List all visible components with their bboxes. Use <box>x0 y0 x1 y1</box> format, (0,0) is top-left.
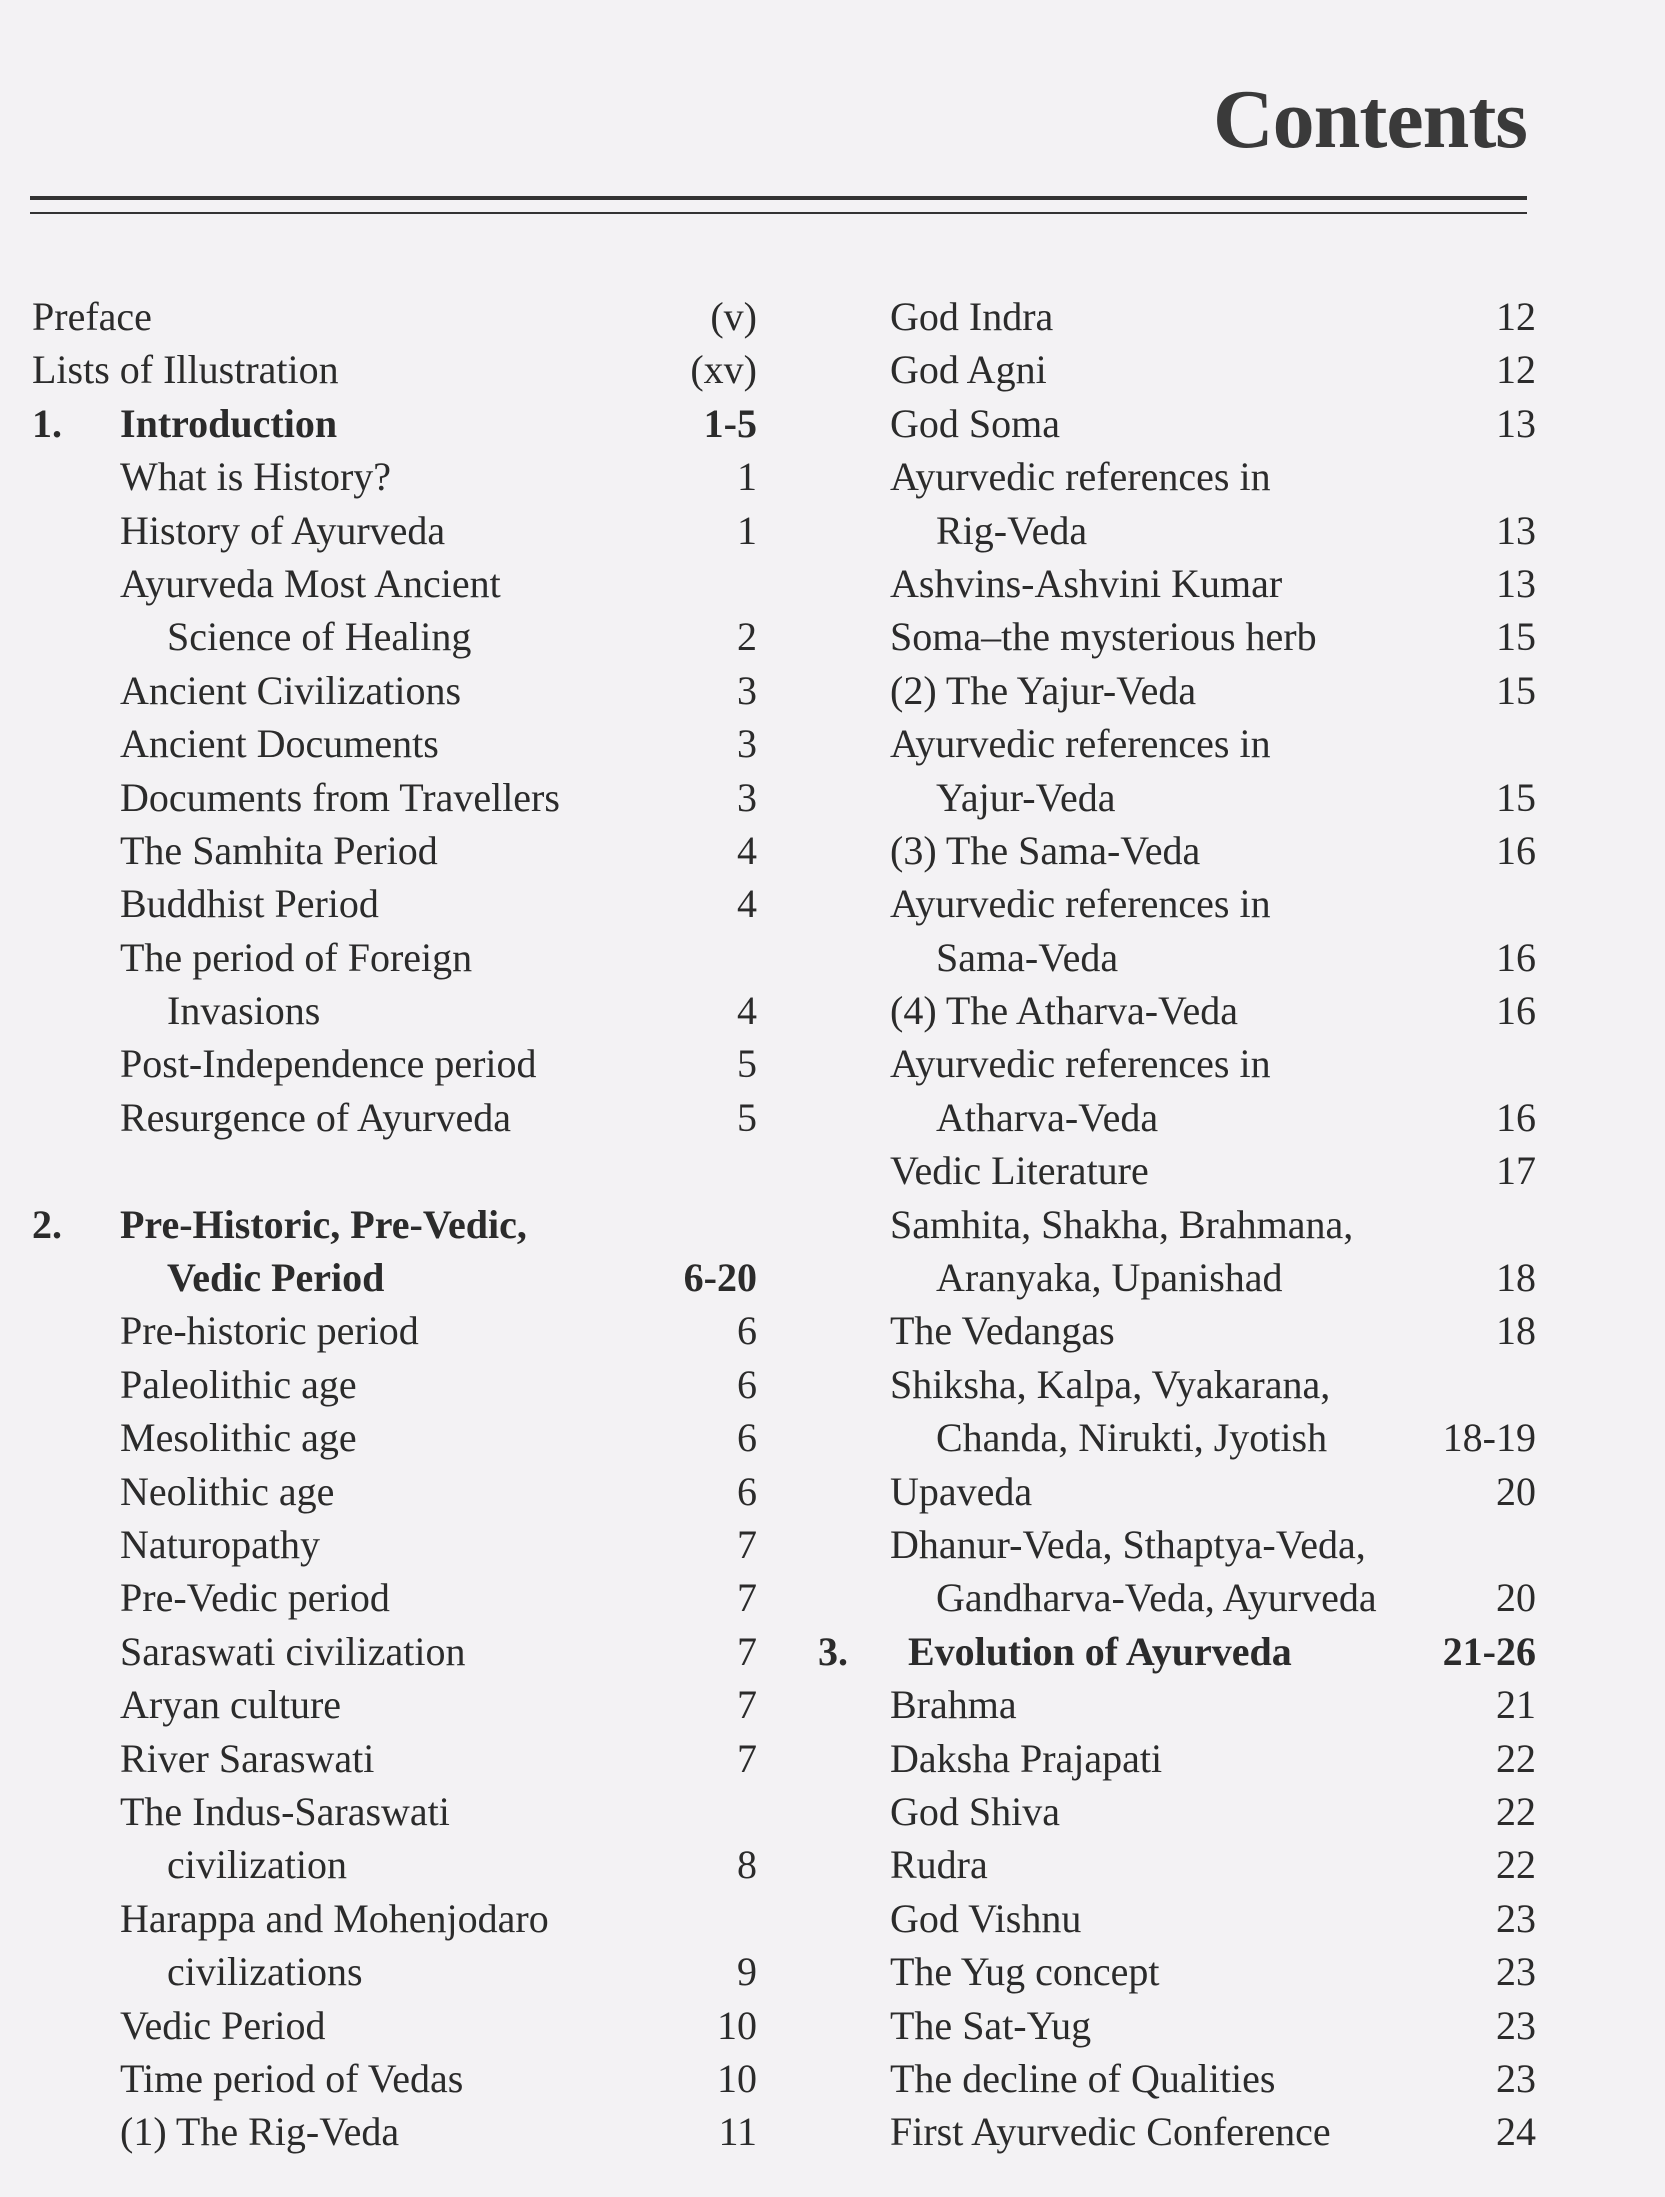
page-number: 23 <box>1496 2055 1536 2101</box>
toc-entry[interactable] <box>818 1358 1536 1411</box>
entry-title: The Sat-Yug <box>890 2002 1092 2048</box>
page-number: 16 <box>1496 988 1536 1034</box>
chapter-number: 2. <box>32 1201 62 1247</box>
entry-title: The decline of Qualities <box>890 2055 1276 2101</box>
toc-entry[interactable] <box>32 771 757 824</box>
page-number: 18 <box>1496 1308 1536 1354</box>
entry-title: (4) The Atharva-Veda <box>890 988 1239 1034</box>
entry-title: God Indra <box>890 294 1054 339</box>
toc-spacer <box>32 1144 757 1197</box>
toc-entry[interactable] <box>818 610 1536 663</box>
page-number: 3 <box>737 721 757 767</box>
entry-title: God Shiva <box>890 1788 1060 1834</box>
entry-title: Shiksha, Kalpa, Vyakarana, <box>890 1361 1331 1407</box>
toc-entry[interactable] <box>32 1838 757 1891</box>
toc-entry[interactable] <box>32 931 757 984</box>
entry-title: Ayurvedic references in <box>890 721 1271 767</box>
entry-title: Atharva-Veda <box>936 1094 1159 1140</box>
toc-entry[interactable] <box>818 1892 1536 1945</box>
entry-title: History of Ayurveda <box>120 507 446 553</box>
page-title: Contents <box>1212 73 1527 166</box>
page-number: 3 <box>737 667 757 713</box>
toc-entry[interactable] <box>32 504 757 557</box>
entry-title: God Soma <box>890 400 1060 446</box>
entry-title: Neolithic age <box>120 1468 335 1514</box>
entry-title: Brahma <box>890 1682 1017 1728</box>
page-number: 7 <box>737 1735 757 1781</box>
toc-entry[interactable] <box>818 1945 1536 1998</box>
page-number: 1 <box>737 507 757 553</box>
toc-entry[interactable] <box>818 1465 1536 1518</box>
page-number: 13 <box>1496 560 1536 606</box>
entry-title: Pre-historic period <box>120 1308 419 1354</box>
entry-title: God Vishnu <box>890 1895 1082 1941</box>
entry-title: Resurgence of Ayurveda <box>120 1094 512 1140</box>
entry-title: Post-Independence period <box>120 1041 537 1087</box>
page-number: 5 <box>737 1094 757 1140</box>
toc-entry[interactable] <box>32 877 757 930</box>
toc-entry[interactable] <box>818 717 1536 770</box>
entry-title: Rig-Veda <box>936 507 1088 553</box>
toc-entry[interactable] <box>818 290 1536 343</box>
entry-title: Upaveda <box>890 1468 1033 1514</box>
page-number: 6 <box>737 1361 757 1407</box>
page-number: 18 <box>1496 1255 1536 1301</box>
toc-left-column <box>32 290 757 2159</box>
toc-entry[interactable] <box>32 1892 757 1945</box>
chapter-number: 1. <box>32 400 62 446</box>
toc-entry[interactable] <box>818 1198 1536 1251</box>
entry-title: Paleolithic age <box>120 1361 357 1407</box>
page-number: 7 <box>737 1628 757 1674</box>
entry-title: Sama-Veda <box>936 934 1119 980</box>
entry-title: First Ayurvedic Conference <box>890 2109 1331 2155</box>
entry-title: The period of Foreign <box>120 934 473 980</box>
entry-title: Mesolithic age <box>120 1415 357 1461</box>
entry-title: Aryan culture <box>120 1682 342 1728</box>
entry-title: Vedic Period <box>167 1255 385 1301</box>
entry-title: Chanda, Nirukti, Jyotish <box>936 1415 1328 1461</box>
entry-title: (1) The Rig-Veda <box>120 2109 400 2155</box>
toc-entry[interactable] <box>818 1144 1536 1197</box>
entry-title: Documents from Travellers <box>120 774 560 820</box>
toc-chapter-entry[interactable] <box>32 397 757 450</box>
toc-entry[interactable] <box>818 1091 1536 1144</box>
entry-title: Buddhist Period <box>120 881 379 927</box>
entry-title: Ayurvedic references in <box>890 881 1271 927</box>
toc-entry[interactable] <box>818 1304 1536 1357</box>
entry-title: The Vedangas <box>890 1308 1115 1354</box>
entry-title: Harappa and Mohenjodaro <box>120 1895 549 1941</box>
entry-title: Soma–the mysterious herb <box>890 614 1317 660</box>
toc-entry[interactable] <box>32 557 757 610</box>
toc-entry[interactable] <box>818 664 1536 717</box>
toc-entry[interactable] <box>32 1732 757 1785</box>
page-number: 13 <box>1496 507 1536 553</box>
page-number: 7 <box>737 1682 757 1728</box>
entry-title: Invasions <box>167 988 321 1034</box>
toc-entry[interactable] <box>32 343 757 396</box>
toc-entry[interactable] <box>32 1999 757 2052</box>
page-number: 15 <box>1496 667 1536 713</box>
page-number: 18-19 <box>1442 1415 1536 1461</box>
entry-title: Pre-Historic, Pre-Vedic, <box>120 1201 527 1247</box>
entry-title: Gandharva-Veda, Ayurveda <box>936 1575 1377 1621</box>
toc-entry[interactable] <box>818 931 1536 984</box>
page-number: 1-5 <box>703 400 757 446</box>
entry-title: Rudra <box>890 1842 988 1888</box>
page-number: 7 <box>737 1521 757 1567</box>
toc-entry[interactable] <box>818 771 1536 824</box>
entry-title: Ayurvedic references in <box>890 1041 1271 1087</box>
page-number: 10 <box>717 2055 757 2101</box>
page-number: 16 <box>1496 1094 1536 1140</box>
page-number: 22 <box>1496 1788 1536 1834</box>
page-number: 23 <box>1496 1949 1536 1995</box>
toc-entry[interactable] <box>818 1037 1536 1090</box>
entry-title: The Samhita Period <box>120 827 438 873</box>
toc-entry[interactable] <box>818 824 1536 877</box>
header-rule-thick <box>30 196 1527 200</box>
toc-entry[interactable] <box>818 1251 1536 1304</box>
toc-entry[interactable] <box>818 397 1536 450</box>
entry-title: (3) The Sama-Veda <box>890 827 1201 873</box>
chapter-number: 3. <box>818 1628 848 1674</box>
page-number: 24 <box>1496 2109 1536 2155</box>
toc-entry[interactable] <box>32 1945 757 1998</box>
toc-entry[interactable] <box>818 343 1536 396</box>
toc-entry[interactable] <box>818 877 1536 930</box>
entry-title: Yajur-Veda <box>936 774 1116 820</box>
header-rule-thin <box>30 212 1527 214</box>
toc-entry[interactable] <box>818 1838 1536 1891</box>
toc-entry[interactable] <box>32 2105 757 2158</box>
entry-title: Evolution of Ayurveda <box>908 1628 1292 1674</box>
entry-title: Vedic Literature <box>890 1148 1149 1194</box>
page-number: 15 <box>1496 774 1536 820</box>
toc-entry[interactable] <box>818 1999 1536 2052</box>
page-number: 22 <box>1496 1842 1536 1888</box>
toc-entry[interactable] <box>32 1358 757 1411</box>
toc-entry[interactable] <box>32 450 757 503</box>
toc-entry[interactable] <box>818 2105 1536 2158</box>
toc-entry[interactable] <box>32 1571 757 1624</box>
entry-title: Science of Healing <box>167 614 472 660</box>
page-number: 16 <box>1496 934 1536 980</box>
toc-entry[interactable] <box>818 450 1536 503</box>
page-number: 4 <box>737 827 757 873</box>
page-number: 23 <box>1496 2002 1536 2048</box>
page-number: 6 <box>737 1415 757 1461</box>
toc-entry[interactable] <box>32 2052 757 2105</box>
entry-title: The Indus-Saraswati <box>120 1788 450 1834</box>
toc-entry[interactable] <box>818 1785 1536 1838</box>
page-number: 5 <box>737 1041 757 1087</box>
page-number: 20 <box>1496 1468 1536 1514</box>
entry-title: Ancient Documents <box>120 721 439 767</box>
toc-entry[interactable] <box>32 1304 757 1357</box>
entry-title: Dhanur-Veda, Sthaptya-Veda, <box>890 1521 1366 1567</box>
entry-title: The Yug concept <box>890 1949 1160 1995</box>
toc-entry[interactable] <box>32 664 757 717</box>
page-number: 12 <box>1496 294 1536 339</box>
entry-title: Pre-Vedic period <box>120 1575 390 1621</box>
page-number: 9 <box>737 1949 757 1995</box>
page-number: 2 <box>737 614 757 660</box>
toc-entry[interactable] <box>818 557 1536 610</box>
entry-title: Naturopathy <box>120 1521 320 1567</box>
page-number: 21-26 <box>1442 1628 1536 1674</box>
entry-title: Saraswati civilization <box>120 1628 466 1674</box>
toc-entry[interactable] <box>818 1732 1536 1785</box>
page-number: 20 <box>1496 1575 1536 1621</box>
page-number: 11 <box>718 2109 757 2155</box>
entry-title: What is History? <box>120 454 392 500</box>
page-number: 6-20 <box>683 1255 757 1301</box>
toc-entry[interactable] <box>32 1678 757 1731</box>
entry-title: Samhita, Shakha, Brahmana, <box>890 1201 1354 1247</box>
toc-entry[interactable] <box>818 2052 1536 2105</box>
page-number: 13 <box>1496 400 1536 446</box>
toc-entry[interactable] <box>32 1091 757 1144</box>
toc-entry[interactable] <box>32 1037 757 1090</box>
toc-entry[interactable] <box>32 1465 757 1518</box>
toc-entry[interactable] <box>32 1411 757 1464</box>
page-number: 12 <box>1496 347 1536 393</box>
page-number: 4 <box>737 988 757 1034</box>
page-number: 6 <box>737 1468 757 1514</box>
entry-title: civilizations <box>167 1949 363 1995</box>
page-number: 16 <box>1496 827 1536 873</box>
toc-entry[interactable] <box>818 1411 1536 1464</box>
page-number: 4 <box>737 881 757 927</box>
toc-entry[interactable] <box>32 1625 757 1678</box>
entry-title: Ayurveda Most Ancient <box>120 560 501 606</box>
toc-entry[interactable] <box>32 717 757 770</box>
toc-entry[interactable] <box>32 984 757 1037</box>
page-number: 7 <box>737 1575 757 1621</box>
toc-entry[interactable] <box>818 1571 1536 1624</box>
entry-title: Introduction <box>120 400 338 446</box>
page-number: 1 <box>737 454 757 500</box>
toc-entry[interactable] <box>818 1678 1536 1731</box>
entry-title: Lists of Illustration <box>32 347 339 393</box>
page-number: (xv) <box>690 347 757 393</box>
toc-chapter-entry[interactable] <box>32 1198 757 1251</box>
page-number: 17 <box>1496 1148 1536 1194</box>
toc-entry[interactable] <box>32 1785 757 1838</box>
entry-title: Ashvins-Ashvini Kumar <box>890 560 1283 606</box>
toc-entry[interactable] <box>32 1518 757 1571</box>
page-number: 10 <box>717 2002 757 2048</box>
toc-entry[interactable] <box>32 290 757 343</box>
entry-title: God Agni <box>890 347 1047 393</box>
entry-title: Time period of Vedas <box>120 2055 464 2101</box>
entry-title: Preface <box>32 294 152 339</box>
toc-right-column <box>818 290 1536 2159</box>
toc-entry[interactable] <box>818 1518 1536 1571</box>
entry-title: Daksha Prajapati <box>890 1735 1163 1781</box>
page-number: (v) <box>710 294 757 339</box>
entry-title: Ancient Civilizations <box>120 667 462 713</box>
entry-title: Ayurvedic references in <box>890 454 1271 500</box>
toc-entry[interactable] <box>32 824 757 877</box>
toc-chapter-entry[interactable] <box>818 1625 1536 1678</box>
toc-entry[interactable] <box>818 504 1536 557</box>
page-number: 6 <box>737 1308 757 1354</box>
entry-title: River Saraswati <box>120 1735 375 1781</box>
toc-entry[interactable] <box>818 984 1536 1037</box>
entry-title: (2) The Yajur-Veda <box>890 667 1197 713</box>
toc-entry[interactable] <box>32 610 757 663</box>
page-number: 8 <box>737 1842 757 1888</box>
page-number: 22 <box>1496 1735 1536 1781</box>
entry-title: civilization <box>167 1842 347 1888</box>
page-number: 15 <box>1496 614 1536 660</box>
toc-chapter-entry[interactable] <box>32 1251 757 1304</box>
page-number: 3 <box>737 774 757 820</box>
entry-title: Vedic Period <box>120 2002 326 2048</box>
page-number: 23 <box>1496 1895 1536 1941</box>
page-number: 21 <box>1496 1682 1536 1728</box>
entry-title: Aranyaka, Upanishad <box>936 1255 1283 1301</box>
